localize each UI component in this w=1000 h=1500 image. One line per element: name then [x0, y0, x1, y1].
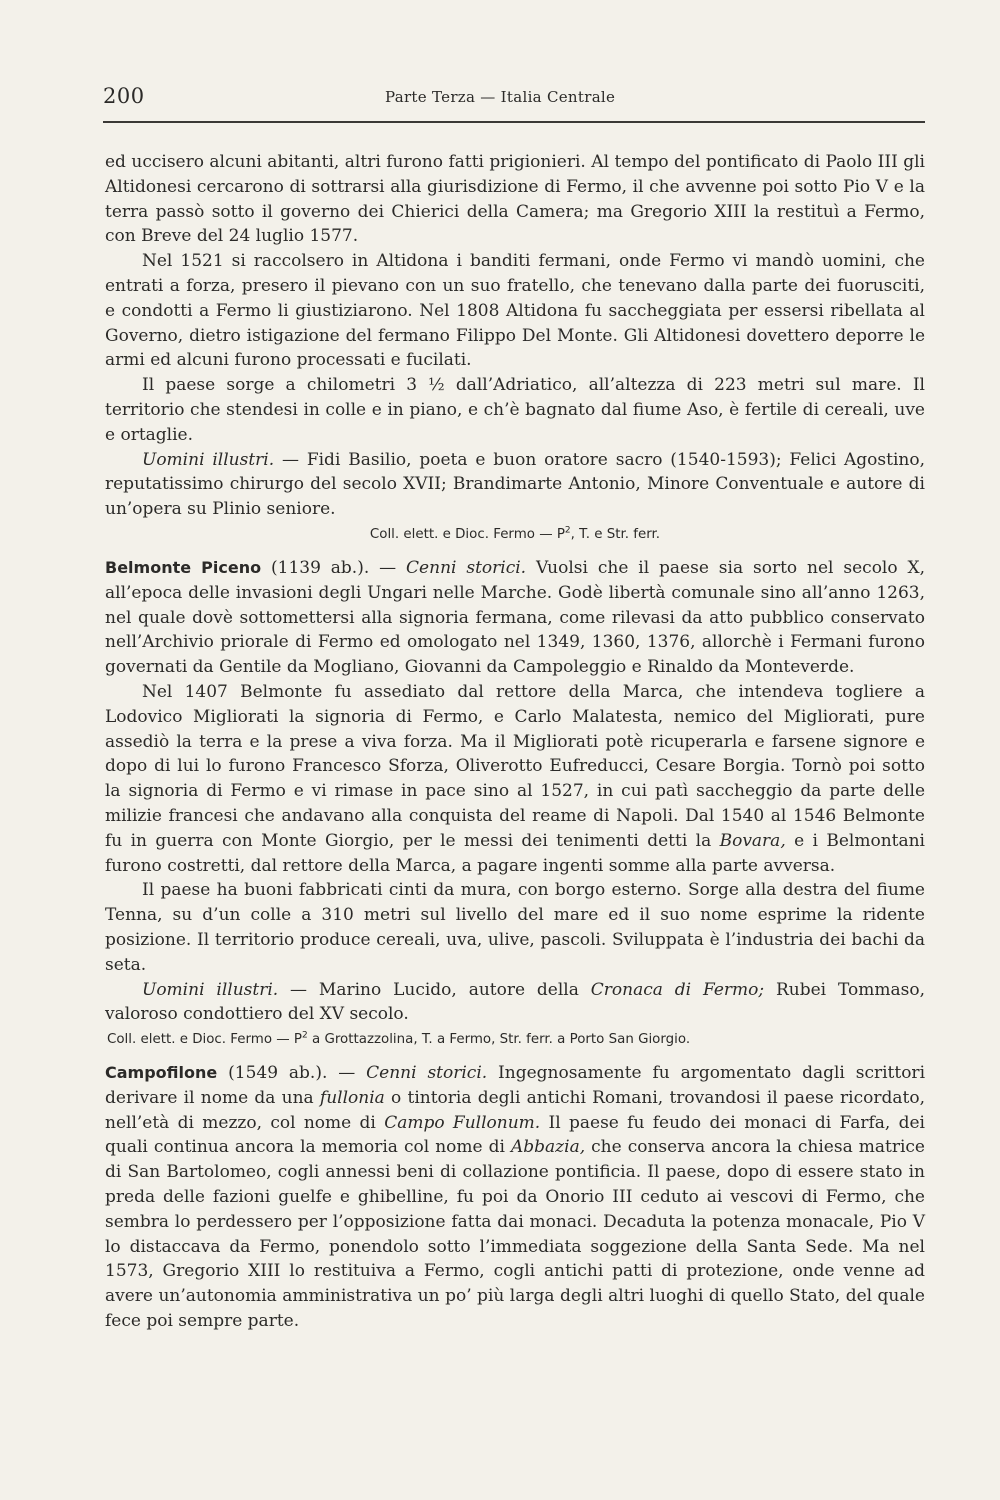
altidona-info [105, 524, 925, 546]
info-text-end: a Grottazzolina, T. a Fermo, Str. ferr. a Porto San Giorgio. [307, 1032, 691, 1048]
info-text: Coll. elett. e Dioc. Fermo — P [107, 1032, 302, 1048]
belmonte-info [105, 1029, 925, 1051]
info-text-end: , T. e Str. ferr. [570, 526, 661, 542]
italic-term: Abbazia, [511, 1137, 586, 1158]
text: Ingegnosamente fu argomentato dagli scrittori derivare il nome da una [105, 1063, 926, 1108]
belmonte-illustri [105, 978, 925, 1028]
italic-term: Bovara, [719, 830, 786, 851]
illustri-label: Uomini illustri. [142, 979, 279, 1000]
page-body [105, 150, 925, 1334]
altidona-paragraph-3: Il paese sorge a chilometri 3 ½ dall’Adriatico, all’altezza di 223 metri sul mare. Il territorio che stendesi in colle e in piano, e ch’è bagnato dal fiume Aso, è fertile di cereali, uve e ortaglie. [105, 375, 925, 445]
text: e i Belmontani furono costretti, dal rettore della Marca, a pagare ingenti somme alla parte avversa. [105, 830, 925, 876]
page-number: 200 [103, 84, 145, 108]
running-head: Parte Terza — Italia Centrale [385, 88, 616, 106]
header-rule [103, 121, 925, 123]
info-sup: 2 [302, 1030, 308, 1041]
italic-term: fullonia [319, 1087, 385, 1108]
text: — Marino Lucido, autore della [278, 979, 591, 1000]
info-sup: 2 [564, 525, 571, 536]
altidona-paragraph-1: ed uccisero alcuni abitanti, altri furono fatti prigionieri. Al tempo del pontificato di Paolo III gli Altidonesi cercarono di sottrarsi alla giurisdizione di Fermo, il che avvenne poi sotto Pio V e la terra passò sotto il governo dei Chierici della Camera; ma Gregorio XIII la restituì a Fermo, con Breve del 24 luglio 1577. [105, 152, 925, 247]
population: (1139 ab.). — [261, 557, 407, 578]
text: Nel 1407 Belmonte fu assediato dal rettore della Marca, che intendeva togliere a Lodovico Migliorati la signoria di Fermo, e Carlo Malatesta, nemico del Migliorati, pure assediò la terra e la prese a viva forza. Ma il Migliorati potè ricuperarla e farsene signore e dopo di lui lo furono Francesco Sforza, Oliverotto Eufreducci, Cesare Borgia. Tornò poi sotto la signoria di Fermo e vi rimase in pace sino al 1527, in cui patì saccheggio da parte delle milizie francesi che andavano alla conquista del reame di Napoli. Dal 1540 al 1546 Belmonte fu in guerra con Monte Giorgio, per le messi dei tenimenti detti la [105, 681, 925, 851]
altidona-paragraph-2: Nel 1521 si raccolsero in Altidona i banditi fermani, onde Fermo vi mandò uomini, che entrati a forza, presero il pievano con un suo fratello, che tenevano dalla parte dei fuorusciti, e condotti a Fermo li giustiziarono. Nel 1808 Altidona fu saccheggiata per essersi ribellata al Governo, dietro istigazione del fermano Filippo Del Monte. Gli Altidonesi dovettero deporre le armi ed alcuni furono processati e fucilati. [105, 251, 925, 371]
cenni-label: Cenni storici. [406, 557, 527, 578]
belmonte-paragraph-3: Il paese ha buoni fabbricati cinti da mura, con borgo esterno. Sorge alla destra del fiume Tenna, su d’un colle a 310 metri sul livello del mare ed il suo nome esprime la ridente posizione. Il territorio produce cereali, uva, ulive, pascoli. Sviluppata è l’industria dei bachi da seta. [105, 880, 925, 975]
italic-term: Cronaca di Fermo; [590, 979, 765, 1000]
info-text: Coll. elett. e Dioc. Fermo — P [369, 526, 565, 542]
text: o tintoria degli antichi Romani, trovandosi il paese ricordato, nell’età di mezzo, col nome di [105, 1087, 925, 1133]
text: Rubei Tommaso, valoroso condottiero del XV secolo. [105, 979, 925, 1025]
text: che conserva ancora la chiesa matrice di San Bartolomeo, cogli annessi beni di collazione pontificia. Il paese, dopo di essere stato in preda delle fazioni guelfe e ghibelline, fu poi da Onorio III ceduto ai vescovi di Fermo, che sembra lo perdessero per l’opposizione fatta dai monaci. Decaduta la potenza monacale, Pio V lo distaccava da Fermo, ponendolo sotto l’immediata soggezione della Santa Sede. Ma nel 1573, Gregorio XIII lo restituiva a Fermo, cogli antichi patti di protezione, onde venne ad avere un’autonomia amministrativa un po’ più larga degli altri luoghi di quello Stato, del quale fece poi sempre parte. [105, 1137, 925, 1332]
entry-title-belmonte: Belmonte Piceno [105, 557, 262, 577]
illustri-label: Uomini illustri. [142, 449, 275, 470]
illustri-text: — Fidi Basilio, poeta e buon oratore sacro (1540-1593); Felici Agostino, reputatissimo chirurgo del secolo XVII; Brandimarte Antonio, Minore Conventuale e autore di un’opera su Plinio seniore. [105, 449, 925, 520]
italic-term: Campo Fullonum. [384, 1112, 541, 1133]
belmonte-paragraph-2 [105, 680, 925, 878]
cenni-label: Cenni storici. [366, 1063, 488, 1084]
population: (1549 ab.). — [217, 1063, 367, 1084]
belmonte-entry [105, 556, 925, 680]
campofilone-entry [105, 1061, 925, 1334]
altidona-illustri [105, 448, 925, 522]
belmonte-paragraph-1: Vuolsi che il paese sia sorto nel secolo X, all’epoca delle invasioni degli Ungari nelle Marche. Godè libertà comunale sino all’anno 1263, nel quale dovè sottomettersi alla signoria fermana, come rilevasi da atto pubblico conservato nell’Archivio priorale di Fermo ed omologato nel 1349, 1360, 1376, allorchè i Fermani furono governati da Gentile da Mogliano, Giovanni da Campoleggio e Rinaldo da Monteverde. [105, 557, 926, 678]
text: Il paese fu feudo dei monaci di Farfa, dei quali continua ancora la memoria col nome di [105, 1112, 925, 1158]
page-header [103, 84, 925, 114]
entry-title-campofilone: Campofilone [105, 1063, 218, 1083]
